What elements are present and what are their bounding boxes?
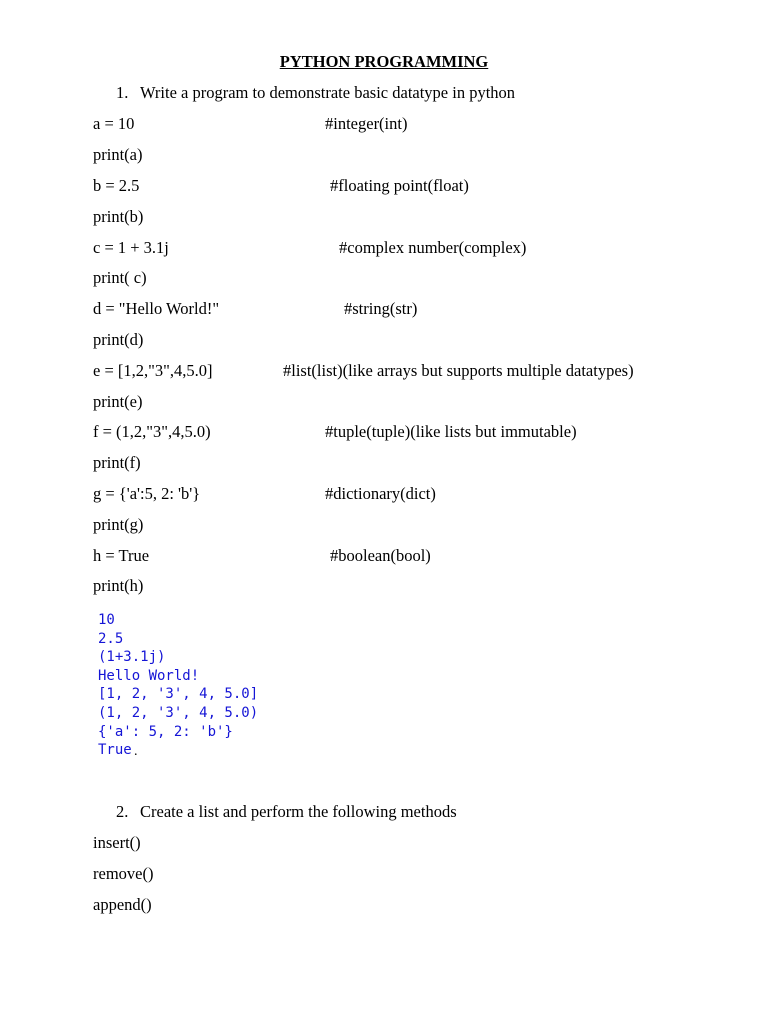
code-text: print(h) [93,576,144,595]
output-line: 10 [98,612,115,628]
question-2-number: 2. [116,802,129,821]
question-2-text: Create a list and perform the following methods [140,802,457,821]
output-line: [1, 2, '3', 4, 5.0] [98,686,259,703]
code-text: g = {'a':5, 2: 'b'} [93,484,201,503]
method-item: insert() [93,833,141,852]
code-text: print(f) [93,453,141,472]
code-text: print(e) [93,392,143,411]
method-item: remove() [93,864,154,883]
code-text: h = True [93,546,150,565]
code-text: print(b) [93,207,144,226]
output-line: 2.5 [98,630,124,647]
code-text: d = "Hello World!" [93,299,220,318]
code-comment: #floating point(float) [330,176,469,195]
code-text: a = 10 [93,114,135,133]
code-comment: #tuple(tuple)(like lists but immutable) [325,422,577,441]
code-text: c = 1 + 3.1j [93,238,169,257]
code-text: e = [1,2,"3",4,5.0] [93,361,213,380]
question-1-text: Write a program to demonstrate basic datatype in python [140,83,516,102]
code-text: b = 2.5 [93,176,140,195]
code-text: print( c) [93,268,147,287]
question-1 [116,83,515,103]
code-comment: #boolean(bool) [330,546,431,565]
output-line: True [98,742,132,759]
code-text: f = (1,2,"3",4,5.0) [93,422,211,441]
code-comment: #integer(int) [325,114,408,133]
question-2 [116,802,457,822]
code-comment: #string(str) [344,299,418,318]
code-text: print(g) [93,515,144,534]
code-comment: #complex number(complex) [339,238,527,257]
method-item: append() [93,895,152,914]
code-comment: #list(list)(like arrays but supports multiple datatypes) [283,361,634,380]
page-title: PYTHON PROGRAMMING [279,52,489,71]
output-line: (1+3.1j) [98,649,166,666]
code-comment: #dictionary(dict) [325,484,436,503]
output-dot: . [134,744,138,759]
output-line: {'a': 5, 2: 'b'} [98,723,233,740]
output-line: (1, 2, '3', 4, 5.0) [98,704,259,721]
code-text: print(a) [93,145,143,164]
program-output [98,611,258,760]
output-line: Hello World! [98,667,200,684]
code-text: print(d) [93,330,144,349]
question-1-number: 1. [116,83,129,102]
